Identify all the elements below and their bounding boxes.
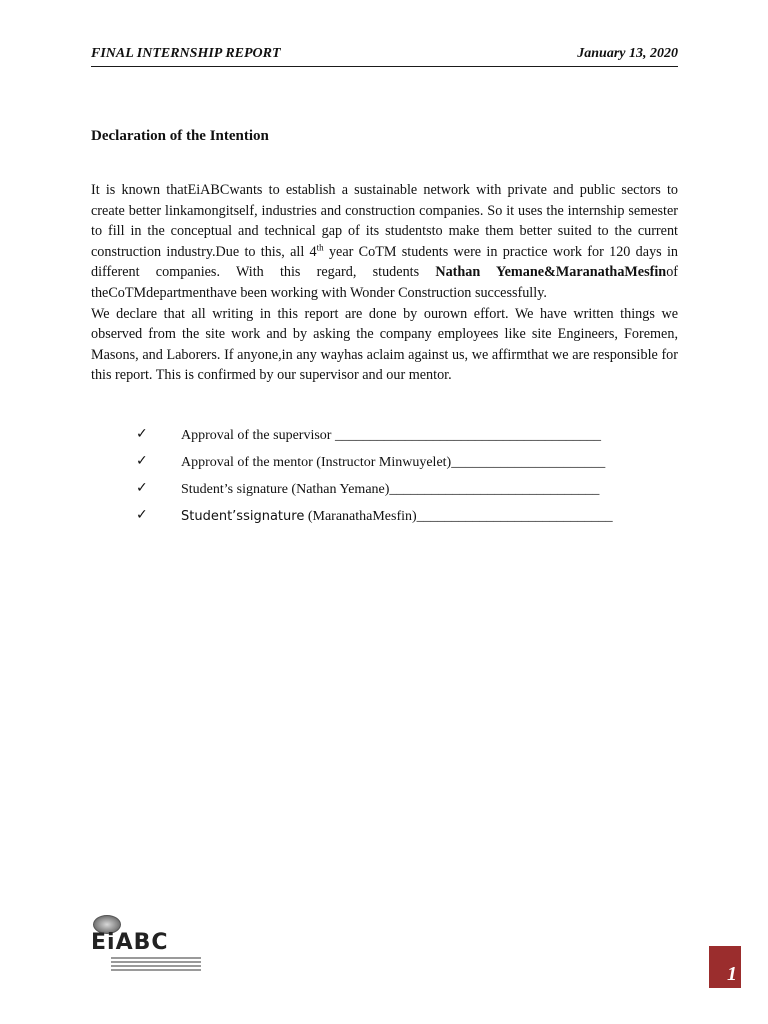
paragraph-1-part-2: year CoTM students were in practice work for 120 days in different companies. With this regard, students [91, 243, 678, 281]
paragraph-1-part-1: It is known thatEiABCwants to establish a sustainable network with private and public sectors to create better linkamongitself, industries and construction companies. So it uses the internship semester to fill in the conceptual and technical gap of its studentsto make them better suited to the current construction industry.Due to this, all 4 [91, 182, 678, 260]
page-number-box [709, 946, 741, 988]
student-names: Nathan Yemane&MaranathaMesfin [435, 264, 667, 281]
checkmark-icon: ✓ [136, 453, 148, 469]
report-title-header: FINAL INTERNSHIP REPORT [91, 46, 281, 61]
list-item [136, 455, 656, 482]
paragraph-1-part-3: of theCoTMdepartmenthave been working with Wonder Construction successfully. [91, 264, 679, 301]
page-number: 1 [727, 963, 737, 985]
page-header [91, 46, 678, 67]
approval-mentor: Approval of the mentor (Instructor Minwuyelet)______________________ [181, 455, 606, 470]
list-item [136, 482, 656, 509]
signature-nathan: Student’s signature (Nathan Yemane)______________________________ [181, 482, 600, 497]
paragraph-2: We declare that all writing in this report are done by ourown effort. We have written things we observed from the site work and by asking the company employees like site Engineers, Foremen, Masons, and Laborers. If anyone,in any wayhas aclaim against us, we affirmthat we are responsible for this report. This is confirmed by our supervisor and our mentor. [91, 305, 678, 384]
report-date-header: January 13, 2020 [577, 46, 678, 61]
section-title: Declaration of the Intention [91, 128, 269, 144]
signature-line: (MaranathaMesfin)____________________________ [304, 509, 613, 524]
logo-wordmark: EiABC [91, 930, 169, 955]
checkmark-icon: ✓ [136, 480, 148, 496]
declaration-body [91, 180, 678, 386]
signature-label: Student’ssignature [181, 509, 305, 524]
list-item [136, 509, 656, 536]
approval-supervisor: Approval of the supervisor ______________________________________ [181, 428, 601, 443]
checkmark-icon: ✓ [136, 507, 148, 523]
paragraph-1 [91, 180, 678, 304]
approval-checklist [136, 428, 656, 536]
eiabc-logo [89, 913, 209, 975]
logo-caption-lines [111, 957, 201, 973]
ordinal-superscript: th [316, 242, 324, 253]
signature-maranatha [181, 509, 613, 525]
checkmark-icon: ✓ [136, 426, 148, 442]
list-item [136, 428, 656, 455]
